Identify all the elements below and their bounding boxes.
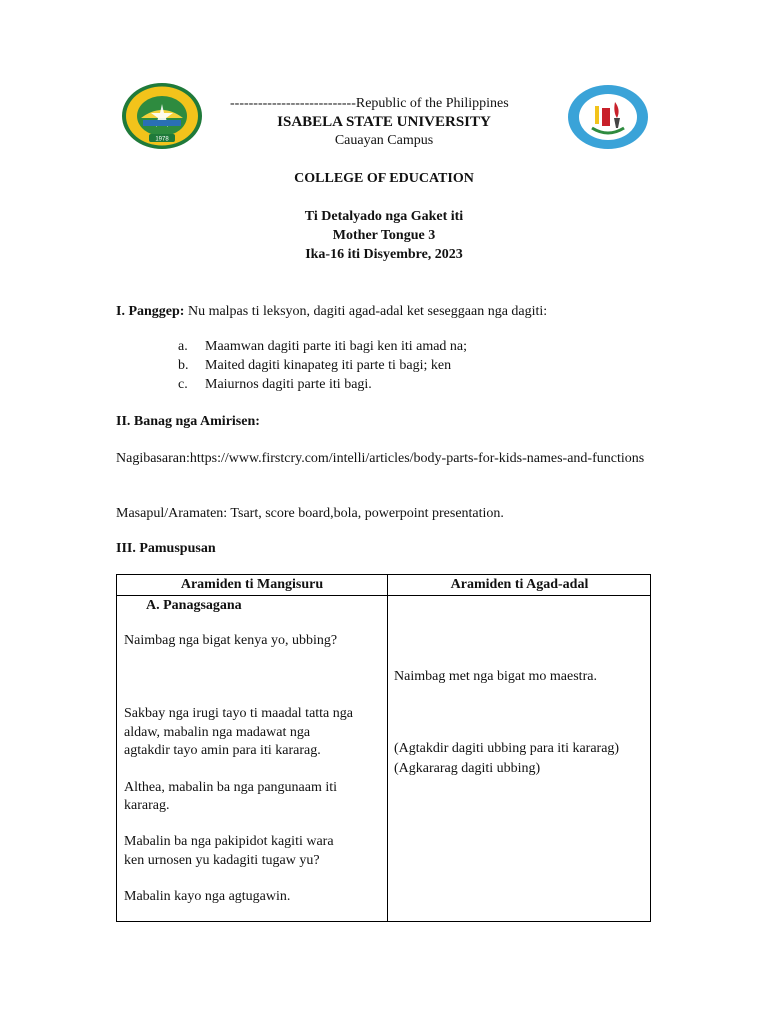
objective-text: Maiurnos dagiti parte iti bagi. [205, 377, 372, 392]
teacher-line: ken urnosen yu kadagiti tugaw yu? [124, 853, 320, 868]
table-column-divider [387, 575, 388, 921]
university-name: ISABELA STATE UNIVERSITY [277, 114, 491, 130]
plan-title-subject: Mother Tongue 3 [332, 228, 436, 243]
teacher-line: agtakdir tayo amin para iti kararag. [124, 743, 321, 758]
plan-title-date: Ika-16 iti Disyembre, 2023 [305, 247, 463, 262]
objective-item [178, 339, 467, 355]
teacher-line: Naimbag nga bigat kenya yo, ubbing? [124, 633, 338, 648]
teacher-line: kararag. [124, 798, 170, 813]
teacher-line: Althea, mabalin ba nga pangunaam iti [124, 780, 338, 795]
student-line: (Agkararag dagiti ubbing) [394, 761, 541, 776]
teacher-line: aldaw, mabalin nga madawat nga [124, 725, 311, 740]
teacher-line: Sakbay nga irugi tayo ti maadal tatta nga [124, 706, 353, 721]
teacher-column-header: Aramiden ti Mangisuru [180, 577, 324, 592]
procedure-table [116, 574, 651, 922]
objectives-intro: Nu malpas ti leksyon, dagiti agad-adal ket seseggaan nga dagiti: [184, 304, 548, 319]
reference-line: Nagibasaran:https://www.firstcry.com/intelli/articles/body-parts-for-kids-names-and-functions [116, 451, 645, 466]
objective-letter: a. [178, 339, 188, 354]
objective-text: Maamwan dagiti parte iti bagi ken iti amad na; [205, 339, 468, 354]
materials-line: Masapul/Aramaten: Tsart, score board,bola, powerpoint presentation. [116, 506, 504, 521]
student-line: Naimbag met nga bigat mo maestra. [394, 669, 597, 684]
isu-seal-year: 1978 [155, 136, 169, 143]
teacher-line: Mabalin kayo nga agtugawin. [124, 889, 291, 904]
college-name: COLLEGE OF EDUCATION [294, 171, 474, 186]
objective-item [178, 377, 372, 393]
campus-name: Cauayan Campus [334, 133, 434, 148]
subject-matter-heading: II. Banag nga Amirisen: [116, 414, 260, 429]
objectives-heading: I. Panggep: [116, 304, 185, 319]
objectives-paragraph [116, 303, 656, 321]
student-column-header: Aramiden ti Agad-adal [450, 577, 589, 592]
republic-line: ---------------------------Republic of the Philippines [230, 96, 509, 111]
procedure-heading: III. Pamuspusan [116, 541, 216, 556]
objective-letter: c. [178, 377, 188, 392]
objective-item [178, 358, 451, 374]
section-heading: A. Panagsagana [146, 598, 242, 613]
plan-title-line1: Ti Detalyado nga Gaket iti [304, 209, 464, 224]
student-line: (Agtakdir dagiti ubbing para iti kararag) [394, 741, 620, 756]
teacher-line: Mabalin ba nga pakipidot kagiti wara [124, 834, 334, 849]
objective-letter: b. [178, 358, 189, 373]
objective-text: Maited dagiti kinapateg iti parte ti bagi; ken [205, 358, 452, 373]
